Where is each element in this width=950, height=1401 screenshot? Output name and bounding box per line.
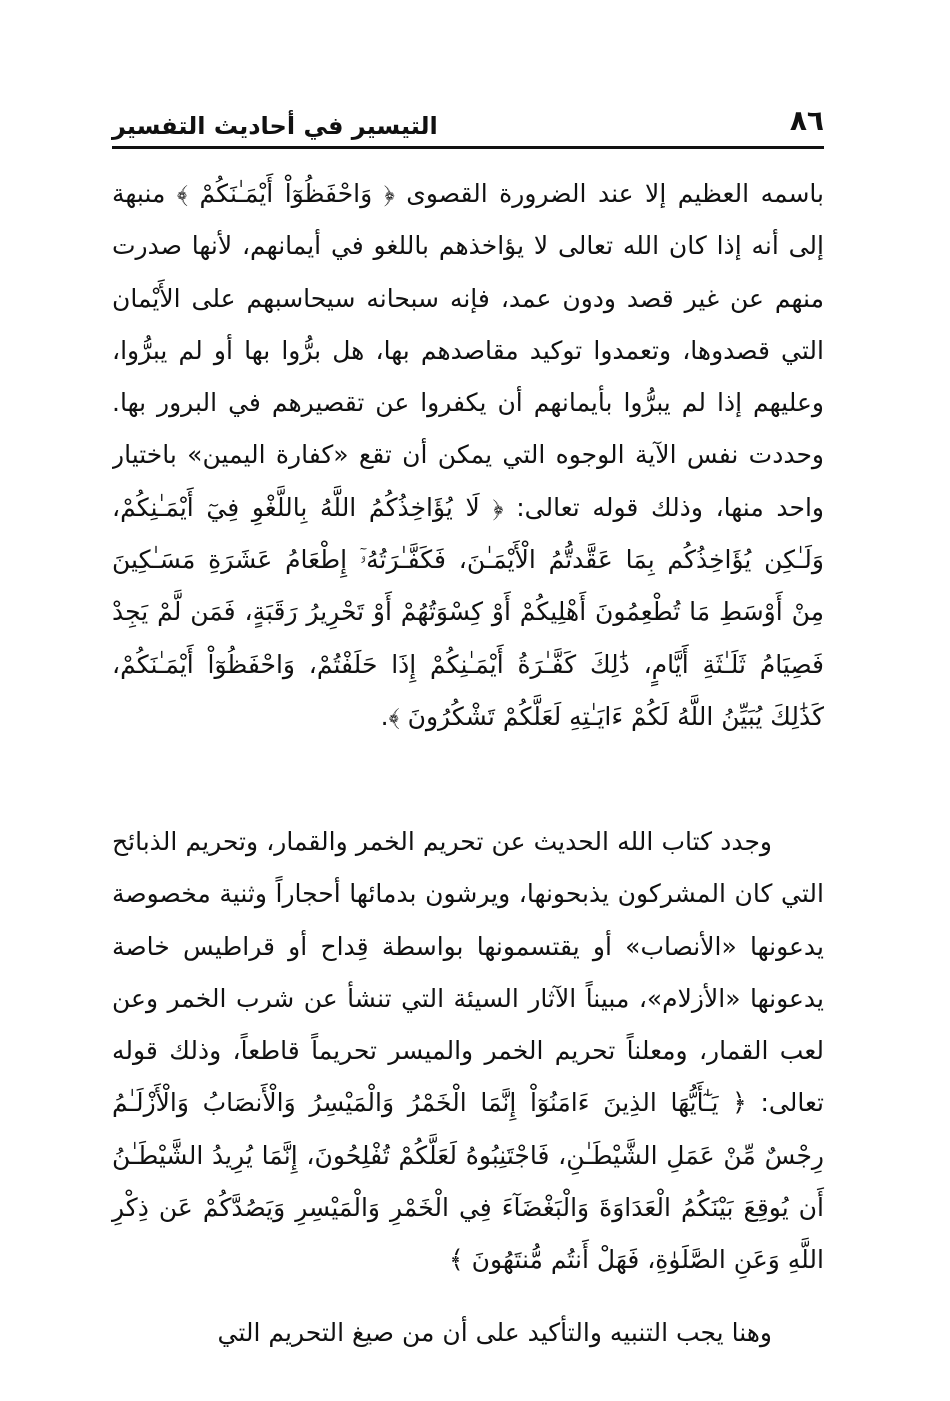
running-title: التيسير في أحاديث التفسير	[112, 112, 438, 140]
paragraph-tahrim-al-khamr: وجدد كتاب الله الحديث عن تحريم الخمر والقمار، وتحريم الذبائح التي كان المشركون يذبحونها، ويرشون بدمائها أحجاراً وثنية مخصوصة يدعونها «الأنصاب» أو يقتسمونها بواسطة قِداح أو قراطيس خاصة يدعونها «الأزلام»، مبيناً الآثار السيئة التي تنشأ عن شرب الخمر وعن لعب القمار، ومعلناً تحريم الخمر والميسر تحريماً قاطعاً، وذلك قوله تعالى: ﴿ يَـٰٓأَيُّهَا الذِينَ ءَامَنُوٓاْ إِنَّمَا الْخَمْرُ وَالْمَيْسِرُ وَالْأَنصَابُ وَالْأَزْلَـٰمُ رِجْسٌ مِّنْ عَمَلِ الشَّيْطَـٰنِ، فَاجْتَنِبُوهُ لَعَلَّكُمْ تُفْلِحُونَ، إِنَّمَا يُرِيدُ الشَّيْطَـٰنُ أَن يُوقِعَ بَيْنَكُمُ الْعَدَاوَةَ وَالْبَغْضَآءَ فِي الْخَمْرِ وَالْمَيْسِرِ وَيَصُدَّكُمْ عَن ذِكْرِ اللَّهِ وَعَنِ الصَّلَوٰةِ، فَهَلْ أَنتُم مُّنتَهُونَ ﴾	[112, 827, 824, 1275]
paragraph-siyagh-al-tahrim: وهنا يجب التنبيه والتأكيد على أن من صيغ التحريم التي	[217, 1317, 772, 1347]
paragraph-kaffarat-al-yamin: باسمه العظيم إلا عند الضرورة القصوى ﴿ وَاحْفَظُوٓاْ أَيْمَـٰنَكُمْ ﴾ منبهة إلى أنه إذا كان الله تعالى لا يؤاخذهم باللغو في أيمانهم، لأنها صدرت منهم عن غير قصد ودون عمد، فإنه سبحانه سيحاسبهم على الأَيْمان التي قصدوها، وتعمدوا توكيد مقاصدهم بها، هل برُّوا بها أو لم يبرُّوا، وعليهم إذا لم يبرُّوا بأيمانهم أن يكفروا عن تقصيرهم في البرور بها. وحددت نفس الآية الوجوه التي يمكن أن تقع «كفارة اليمين» باختيار واحد منها، وذلك قوله تعالى: ﴿ لَا يُؤَاخِذُكُمُ اللَّهُ بِاللَّغْوِ فِيٓ أَيْمَـٰنِكُمْ، وَلَـٰكِن يُؤَاخِذُكُم بِمَا عَقَّدتُّمُ الْأَيْمَـٰنَ، فَكَفَّـٰرَتُهُۥٓ إِطْعَامُ عَشَرَةِ مَسَـٰكِينَ مِنْ أَوْسَطِ مَا تُطْعِمُونَ أَهْلِيكُمْ أَوْ كِسْوَتُهُمْ أَوْ تَحْرِيرُ رَقَبَةٍ، فَمَن لَّمْ يَجِدْ فَصِيَامُ ثَلَـٰثَةِ أَيَّامٍ، ذَٰلِكَ كَفَّـٰرَةُ أَيْمَـٰنِكُمْ إِذَا حَلَفْتُمْ، وَاحْفَظُوٓاْ أَيْمَـٰنَكُمْ، كَذَٰلِكَ يُبَيِّنُ اللَّهُ لَكُمْ ءَايَـٰتِهِ لَعَلَّكُمْ تَشْكُرُونَ ﴾.	[112, 179, 824, 731]
running-header	[112, 98, 824, 148]
header-rule	[112, 146, 824, 149]
body-text	[112, 168, 824, 1359]
page-number: ٨٦	[789, 104, 824, 137]
